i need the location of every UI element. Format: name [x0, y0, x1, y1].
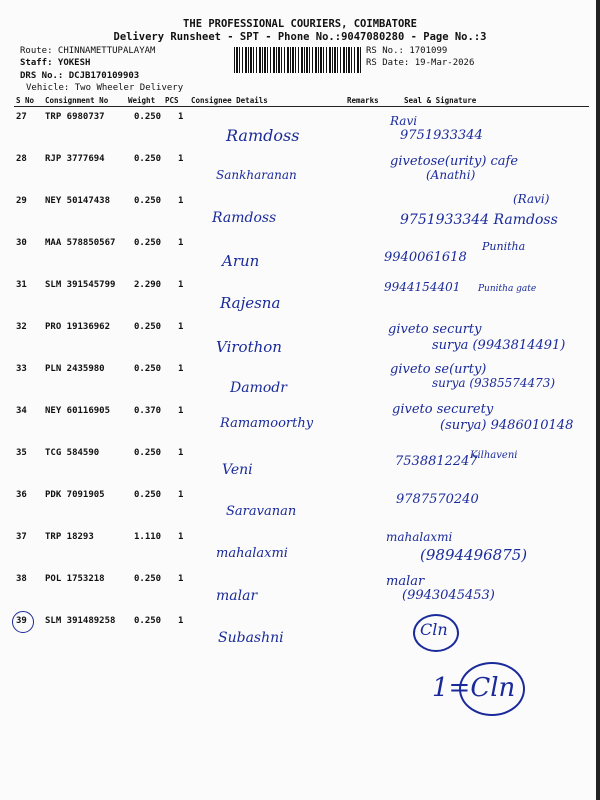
table-row: [0, 444, 600, 486]
row-sno: 34: [16, 406, 27, 416]
signature-line-2: Punitha: [482, 240, 526, 253]
row-consignment-no: TRP 6980737: [45, 112, 105, 122]
row-weight: 0.370: [134, 406, 162, 416]
vehicle-label: Vehicle: Two Wheeler Delivery: [26, 83, 184, 93]
scan-edge: [596, 0, 600, 800]
col-remarks: Remarks: [347, 96, 379, 105]
row-consignment-no: MAA 578850567: [45, 238, 116, 248]
row-pcs: 1: [178, 322, 184, 332]
header-divider: [14, 106, 589, 107]
signature-line-1: 9940061618: [384, 250, 467, 265]
row-weight: 0.250: [134, 574, 162, 584]
signature-line-1: Ravi: [390, 114, 418, 128]
row-weight: 0.250: [134, 196, 162, 206]
row-consignment-no: PLN 2435980: [45, 364, 105, 374]
consignee-handwriting: Damodr: [230, 380, 287, 396]
signature-line-2: 9751933344 Ramdoss: [400, 212, 558, 228]
table-row: [0, 234, 600, 276]
row-pcs: 1: [178, 196, 184, 206]
row-sno: 32: [16, 322, 27, 332]
table-row: [0, 276, 600, 318]
row-consignment-no: POL 1753218: [45, 574, 105, 584]
row39-circle-mark: [12, 611, 34, 633]
row-sno: 39: [16, 616, 27, 626]
signature-line-2: (Anathi): [426, 168, 476, 182]
table-row: [0, 192, 600, 234]
row-sno: 28: [16, 154, 27, 164]
row-pcs: 1: [178, 238, 184, 248]
row-consignment-no: SLM 391489258: [45, 616, 116, 626]
consignee-handwriting: Rajesna: [220, 294, 281, 312]
row-sno: 38: [16, 574, 27, 584]
table-row: [0, 612, 600, 654]
table-row: [0, 108, 600, 150]
row-sno: 30: [16, 238, 27, 248]
signature-line-2: Kilhaveni: [470, 450, 518, 461]
signature-line-1: 7538812247: [395, 454, 478, 469]
table-row: [0, 360, 600, 402]
row-weight: 0.250: [134, 616, 162, 626]
row-pcs: 1: [178, 532, 184, 542]
cln-circle: [413, 614, 459, 652]
col-weight: Weight: [128, 96, 156, 105]
signature-line-1: 9787570240: [396, 492, 479, 507]
signature-line-1: malar: [386, 574, 425, 589]
row-pcs: 1: [178, 448, 184, 458]
company-title: THE PROFESSIONAL COURIERS, COIMBATORE: [183, 18, 417, 30]
row-weight: 0.250: [134, 490, 162, 500]
row-pcs: 1: [178, 406, 184, 416]
table-row: [0, 402, 600, 444]
row-consignment-no: TRP 18293: [45, 532, 94, 542]
signature-line-2: Punitha gate: [478, 284, 537, 294]
route-label: Route: CHINNAMETTUPALAYAM: [20, 46, 156, 56]
signature-line-2: 9751933344: [400, 128, 483, 143]
table-row: [0, 570, 600, 612]
consignee-handwriting: Ramdoss: [226, 126, 300, 145]
row-pcs: 1: [178, 616, 184, 626]
col-seal: Seal & Signature: [404, 96, 477, 105]
row-pcs: 1: [178, 112, 184, 122]
signature-line-2: (9894496875): [420, 546, 528, 564]
rs-number: RS No.: 1701099: [366, 46, 448, 56]
footer-cln-circle: [459, 662, 525, 716]
row-sno: 33: [16, 364, 27, 374]
row-pcs: 1: [178, 154, 184, 164]
row-pcs: 1: [178, 364, 184, 374]
row-consignment-no: TCG 584590: [45, 448, 100, 458]
row-weight: 0.250: [134, 238, 162, 248]
row-consignment-no: SLM 391545799: [45, 280, 116, 290]
consignee-handwriting: Subashni: [218, 630, 284, 646]
signature-line-2: (9943045453): [402, 588, 495, 603]
consignee-handwriting: Virothon: [216, 338, 282, 356]
col-pcs: PCS: [165, 96, 179, 105]
consignee-handwriting: Sankharanan: [216, 168, 297, 182]
row-sno: 27: [16, 112, 27, 122]
table-row: [0, 486, 600, 528]
signature-line-1: giveto se(urty): [390, 362, 487, 377]
row-weight: 1.110: [134, 532, 162, 542]
signature-line-1: mahalaxmi: [386, 530, 453, 544]
table-row: [0, 528, 600, 570]
consignee-handwriting: Ramdoss: [212, 210, 277, 226]
row-consignment-no: PRO 19136962: [45, 322, 111, 332]
runsheet-subtitle: Delivery Runsheet - SPT - Phone No.:9047080280 - Page No.:3: [113, 31, 487, 43]
signature-line-1: giveto securety: [392, 402, 494, 417]
staff-label: Staff: YOKESH: [20, 58, 91, 68]
signature-line-1: givetose(urity) cafe: [390, 154, 519, 169]
row-consignment-no: PDK 7091905: [45, 490, 105, 500]
table-row: [0, 150, 600, 192]
col-consignment: Consignment No: [45, 96, 109, 105]
row-consignment-no: NEY 50147438: [45, 196, 111, 206]
row-pcs: 1: [178, 490, 184, 500]
signature-line-1: giveto securty: [388, 322, 482, 337]
signature-line-2: surya (9385574473): [432, 376, 556, 390]
consignee-handwriting: mahalaxmi: [216, 546, 288, 561]
row-sno: 29: [16, 196, 27, 206]
row-weight: 0.250: [134, 448, 162, 458]
signature-line-1: 9944154401: [384, 280, 461, 294]
signature-line-2: (surya) 9486010148: [440, 418, 574, 433]
table-row: [0, 318, 600, 360]
row-consignment-no: NEY 60116905: [45, 406, 111, 416]
consignee-handwriting: Saravanan: [226, 504, 297, 519]
row-weight: 0.250: [134, 364, 162, 374]
signature-line-1: (Ravi): [513, 192, 550, 206]
consignee-handwriting: malar: [216, 588, 258, 604]
row-pcs: 1: [178, 280, 184, 290]
rs-date: RS Date: 19-Mar-2026: [366, 58, 475, 68]
col-consignee: Consignee Details: [191, 96, 268, 105]
signature-line-2: surya (9943814491): [432, 338, 566, 353]
signature-line-1: Cln: [420, 620, 448, 639]
consignee-handwriting: Veni: [222, 462, 253, 478]
col-sno: S No: [16, 96, 35, 105]
footer-note: 1=Cln: [432, 673, 516, 703]
drs-number: DRS No.: DCJB170109903: [20, 71, 140, 81]
row-consignment-no: RJP 3777694: [45, 154, 105, 164]
row-pcs: 1: [178, 574, 184, 584]
row-sno: 31: [16, 280, 27, 290]
row-sno: 35: [16, 448, 27, 458]
row-sno: 37: [16, 532, 27, 542]
row-weight: 0.250: [134, 112, 162, 122]
row-sno: 36: [16, 490, 27, 500]
barcode: [234, 47, 362, 73]
row-weight: 0.250: [134, 322, 162, 332]
row-weight: 0.250: [134, 154, 162, 164]
consignee-handwriting: Arun: [222, 252, 260, 270]
row-weight: 2.290: [134, 280, 162, 290]
consignee-handwriting: Ramamoorthy: [220, 416, 314, 431]
